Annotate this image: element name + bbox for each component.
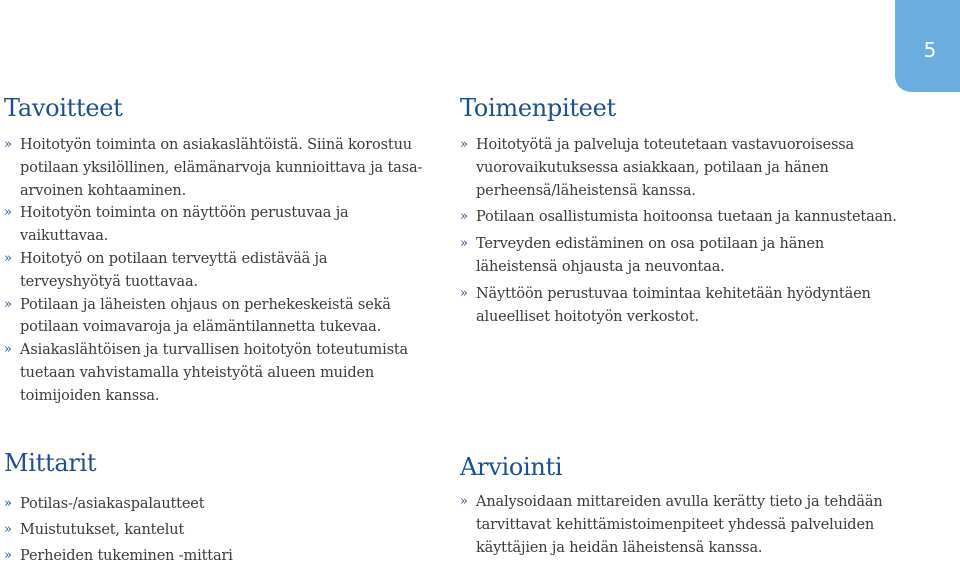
bullet-icon: » bbox=[4, 496, 12, 511]
bullet-list bbox=[4, 491, 432, 569]
list-item-text: Perheiden tukeminen -mittari bbox=[20, 548, 233, 564]
list-item bbox=[460, 233, 900, 279]
page-number-tab bbox=[895, 0, 960, 92]
list-item-text: Potilaan osallistumista hoitoonsa tuetaan ja kannustetaan. bbox=[476, 209, 897, 226]
list-item bbox=[460, 491, 900, 559]
bullet-icon: » bbox=[4, 205, 12, 221]
bullet-icon: » bbox=[4, 342, 12, 358]
bullet-list bbox=[4, 134, 432, 408]
list-item-text: Potilas-/asiakaspalautteet bbox=[20, 496, 205, 512]
bullet-list bbox=[460, 491, 900, 559]
bullet-icon: » bbox=[460, 209, 468, 225]
list-item-text: Hoitotyö on potilaan terveyttä edistävää ja terveyshyötyä tuottavaa. bbox=[20, 250, 328, 290]
bullet-icon: » bbox=[4, 522, 12, 537]
list-item bbox=[4, 202, 432, 248]
section-tavoitteet bbox=[4, 94, 432, 408]
list-item-text: Näyttöön perustuvaa toimintaa kehitetään hyödyntäen alueelliset hoitotyön verkostot. bbox=[476, 285, 871, 325]
bullet-icon: » bbox=[4, 250, 12, 266]
section-heading: Toimenpiteet bbox=[460, 94, 616, 122]
section-heading: Arviointi bbox=[460, 453, 563, 481]
section-toimenpiteet bbox=[460, 94, 900, 332]
bullet-icon: » bbox=[460, 236, 468, 252]
section-heading: Tavoitteet bbox=[4, 94, 123, 122]
list-item bbox=[4, 134, 432, 202]
bullet-icon: » bbox=[460, 494, 468, 509]
section-arviointi bbox=[460, 453, 900, 559]
list-item bbox=[460, 283, 900, 329]
list-item-text: Hoitotyön toiminta on näyttöön perustuvaa ja vaikuttavaa. bbox=[20, 205, 349, 245]
list-item bbox=[4, 248, 432, 294]
list-item-text: Analysoidaan mittareiden avulla kerätty tieto ja tehdään tarvittavat kehittämistoimenpiteet yhdessä palveluiden käyttäjien ja heidän läheistensä kanssa. bbox=[476, 494, 883, 556]
bullet-icon: » bbox=[4, 296, 12, 312]
bullet-icon: » bbox=[4, 137, 12, 152]
section-heading: Mittarit bbox=[4, 449, 97, 477]
list-item bbox=[4, 294, 432, 340]
bullet-icon: » bbox=[460, 137, 468, 152]
bullet-icon: » bbox=[4, 548, 12, 563]
list-item bbox=[460, 206, 900, 229]
bullet-list bbox=[460, 134, 900, 328]
bullet-icon: » bbox=[460, 285, 468, 301]
list-item bbox=[4, 517, 432, 543]
page-number: 5 bbox=[923, 38, 937, 62]
section-mittarit bbox=[4, 449, 432, 569]
list-item-text: Muistutukset, kantelut bbox=[20, 522, 185, 538]
list-item-text: Hoitotyön toiminta on asiakaslähtöistä. Siinä korostuu potilaan yksilöllinen, elämänarvoja kunnioittava ja tasa-arvoinen kohtaaminen. bbox=[20, 137, 423, 199]
list-item bbox=[460, 134, 900, 202]
list-item-text: Potilaan ja läheisten ohjaus on perhekeskeistä sekä potilaan voimavaroja ja elämäntilannetta tukevaa. bbox=[20, 296, 391, 336]
list-item bbox=[4, 491, 432, 517]
list-item-text: Terveyden edistäminen on osa potilaan ja hänen läheistensä ohjausta ja neuvontaa. bbox=[476, 236, 825, 275]
list-item-text: Hoitotyötä ja palveluja toteutetaan vastavuoroisessa vuorovaikutuksessa asiakkaan, potilaan ja hänen perheensä/läheistensä kanssa. bbox=[476, 137, 855, 199]
list-item bbox=[4, 339, 432, 407]
list-item bbox=[4, 543, 432, 569]
list-item-text: Asiakaslähtöisen ja turvallisen hoitotyön toteutumista tuetaan vahvistamalla yhteistyötä alueen muiden toimijoiden kanssa. bbox=[20, 342, 409, 404]
